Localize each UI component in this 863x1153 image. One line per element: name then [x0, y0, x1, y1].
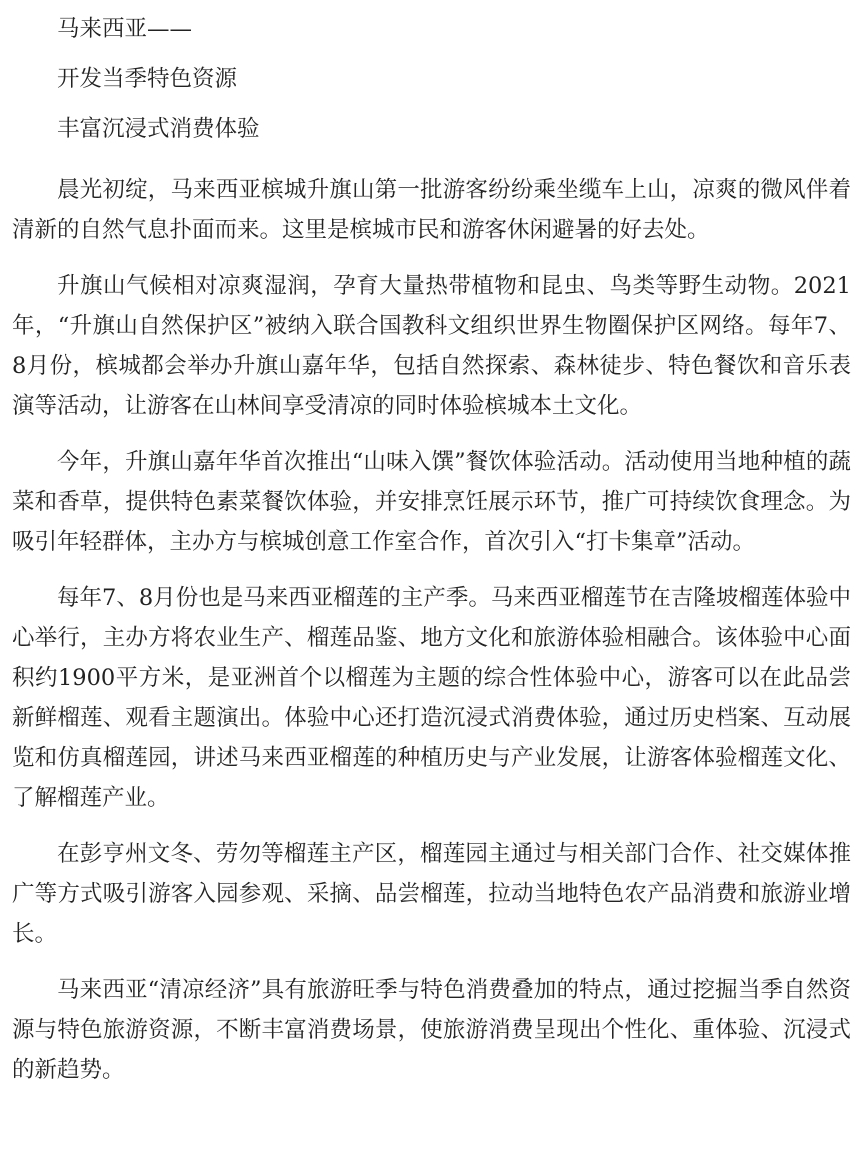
paragraph-pahang: 在彭亨州文冬、劳勿等榴莲主产区，榴莲园主通过与相关部门合作、社交媒体推广等方式吸引游客入园参观、采摘、品尝榴莲，拉动当地特色农产品消费和旅游业增长。	[12, 841, 851, 947]
article-body	[0, 4, 863, 1094]
subheading-country: 马来西亚——	[57, 16, 193, 42]
paragraph-durian-season: 每年7、8月份也是马来西亚榴莲的主产季。马来西亚榴莲节在吉隆坡榴莲体验中心举行，主办方将农业生产、榴莲品鉴、地方文化和旅游体验相融合。该体验中心面积约1900平方米，是亚洲首个以榴莲为主题的综合性体验中心，游客可以在此品尝新鲜榴莲、观看主题演出。体验中心还打造沉浸式消费体验，通过历史档案、互动展览和仿真榴莲园，讲述马来西亚榴莲的种植历史与产业发展，让游客体验榴莲文化、了解榴莲产业。	[12, 585, 851, 811]
paragraph-cool-economy: 马来西亚“清凉经济”具有旅游旺季与特色消费叠加的特点，通过挖掘当季自然资源与特色旅游资源，不断丰富消费场景，使旅游消费呈现出个性化、重体验、沉浸式的新趋势。	[12, 977, 851, 1083]
paragraph-penang-hill: 升旗山气候相对凉爽湿润，孕育大量热带植物和昆虫、鸟类等野生动物。2021年，“升旗山自然保护区”被纳入联合国教科文组织世界生物圈保护区网络。每年7、8月份，槟城都会举办升旗山嘉年华，包括自然探索、森林徒步、特色餐饮和音乐表演等活动，让游客在山林间享受清凉的同时体验槟城本土文化。	[12, 273, 851, 419]
subheading-experience: 丰富沉浸式消费体验	[57, 116, 260, 142]
paragraph-morning: 晨光初绽，马来西亚槟城升旗山第一批游客纷纷乘坐缆车上山，凉爽的微风伴着清新的自然气息扑面而来。这里是槟城市民和游客休闲避暑的好去处。	[12, 177, 851, 243]
paragraph-carnival: 今年，升旗山嘉年华首次推出“山味入馔”餐饮体验活动。活动使用当地种植的蔬菜和香草，提供特色素菜餐饮体验，并安排烹饪展示环节，推广可持续饮食理念。为吸引年轻群体，主办方与槟城创意工作室合作，首次引入“打卡集章”活动。	[12, 449, 851, 555]
subheading-resources: 开发当季特色资源	[57, 66, 238, 92]
